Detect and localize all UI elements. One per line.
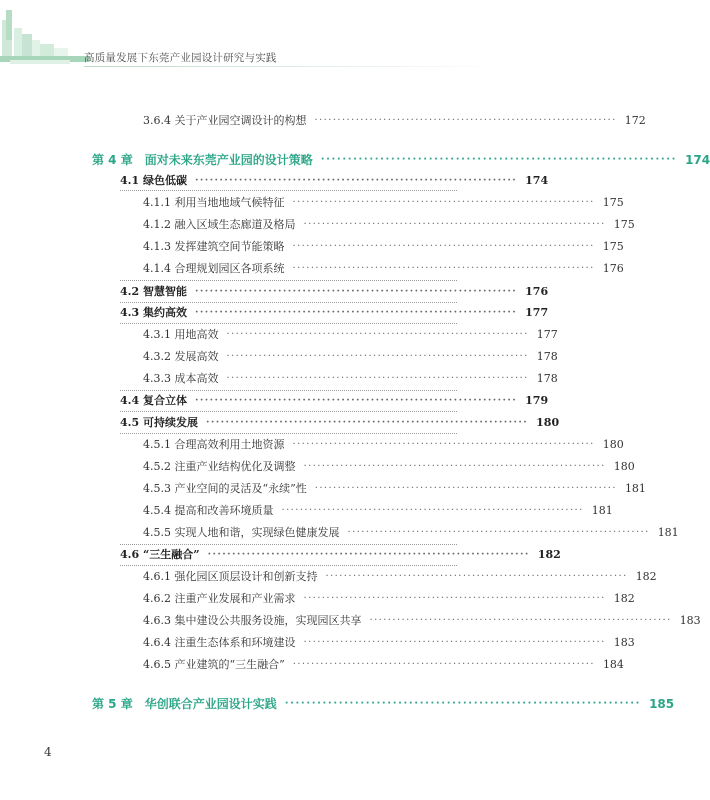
chapter-title: 华创联合产业园设计实践: [144, 697, 277, 711]
leader-dots: ··································································: [205, 417, 529, 428]
leader-dots: ··································································: [292, 263, 595, 274]
toc-entry-page: 178: [536, 350, 558, 363]
toc-section[interactable]: [120, 284, 549, 300]
leader-dots: ··································································: [292, 659, 595, 670]
toc-entry-label: 4.1.2 融入区域生态廊道及格局: [143, 218, 296, 231]
toc-entry-page: 172: [624, 114, 646, 127]
toc-entry-label: 4.1.3 发挥建筑空间节能策略: [143, 240, 285, 253]
toc-entry-label: 4.6 “三生融合”: [120, 548, 200, 561]
section-rule: [120, 411, 457, 413]
toc-entry[interactable]: [143, 437, 624, 453]
toc-entry-label: 4.6.1 强化园区顶层设计和创新支持: [143, 570, 318, 583]
toc-entry-label: 4.6.4 注重生态体系和环境建设: [143, 636, 296, 649]
toc-section[interactable]: [120, 393, 549, 409]
leader-dots: ··································································: [194, 175, 518, 186]
toc-entry[interactable]: [143, 635, 635, 651]
toc-entry[interactable]: [143, 481, 646, 497]
toc-entry-label: 4.3.1 用地高效: [143, 328, 219, 341]
toc-entry-page: 182: [635, 570, 657, 583]
toc-entry-page: 175: [613, 218, 635, 231]
leader-dots: ··································································: [284, 698, 642, 709]
leader-dots: ··································································: [292, 439, 595, 450]
section-rule: [120, 190, 457, 192]
toc-entry[interactable]: [143, 569, 657, 585]
toc-entry-label: 4.5.2 注重产业结构优化及调整: [143, 460, 296, 473]
leader-dots: ··································································: [226, 373, 529, 384]
page-header: [0, 0, 571, 70]
toc-entry-page: 176: [602, 262, 624, 275]
toc-entry-page: 177: [525, 306, 549, 319]
toc-entry-label: 3.6.4 关于产业园空调设计的构想: [143, 114, 307, 127]
toc-entry[interactable]: [143, 239, 624, 255]
chapter-page: 174: [685, 153, 710, 167]
toc-entry[interactable]: [143, 349, 558, 365]
toc-entry[interactable]: [143, 195, 624, 211]
toc-entry-page: 179: [525, 394, 549, 407]
leader-dots: ··································································: [314, 483, 617, 494]
toc-entry-label: 4.1.1 利用当地地域气候特征: [143, 196, 285, 209]
section-rule: [120, 433, 457, 435]
leader-dots: ··································································: [325, 571, 628, 582]
leader-dots: ··································································: [303, 461, 606, 472]
chapter-5-heading[interactable]: [92, 696, 675, 712]
book-title: 高质量发展下东莞产业园设计研究与实践: [84, 52, 277, 64]
toc-entry[interactable]: [143, 591, 635, 607]
toc-entry[interactable]: [143, 459, 635, 475]
toc-entry-page: 183: [679, 614, 701, 627]
toc-entry-label: 4.1 绿色低碳: [120, 174, 187, 187]
toc-entry-label: 4.2 智慧智能: [120, 285, 187, 298]
toc-entry-label: 4.4 复合立体: [120, 394, 187, 407]
toc-entry[interactable]: [143, 261, 624, 277]
leader-dots: ··································································: [194, 307, 518, 318]
toc-entry[interactable]: [143, 217, 635, 233]
toc-entry-label: 4.5 可持续发展: [120, 416, 198, 429]
toc-entry-page: 184: [602, 658, 624, 671]
leader-dots: ··································································: [320, 154, 678, 165]
toc-entry[interactable]: [143, 525, 679, 541]
leader-dots: ··································································: [347, 527, 650, 538]
chapter-number: 第 5 章: [92, 697, 133, 711]
leader-dots: ··································································: [194, 286, 518, 297]
toc-entry-page: 183: [613, 636, 635, 649]
section-rule: [120, 544, 457, 546]
toc-entry-label: 4.5.1 合理高效利用土地资源: [143, 438, 285, 451]
toc-entry[interactable]: [143, 113, 646, 129]
toc-entry-label: 4.5.4 提高和改善环境质量: [143, 504, 274, 517]
toc-section[interactable]: [120, 547, 561, 563]
toc-entry-page: 182: [613, 592, 635, 605]
toc-section[interactable]: [120, 305, 549, 321]
toc-entry[interactable]: [143, 327, 558, 343]
chapter-title: 面对未来东莞产业园的设计策略: [144, 153, 313, 167]
toc-entry[interactable]: [143, 371, 558, 387]
toc-entry-page: 178: [536, 372, 558, 385]
toc-entry-page: 176: [525, 285, 549, 298]
leader-dots: ··································································: [369, 615, 672, 626]
toc-entry-page: 177: [536, 328, 558, 341]
toc-entry-label: 4.3.2 发展高效: [143, 350, 219, 363]
leader-dots: ··································································: [226, 329, 529, 340]
section-rule: [120, 390, 457, 392]
toc-entry-label: 4.6.2 注重产业发展和产业需求: [143, 592, 296, 605]
toc-entry-page: 174: [525, 174, 549, 187]
toc-entry-label: 4.6.5 产业建筑的“三生融合”: [143, 658, 285, 671]
toc-entry-label: 4.3 集约高效: [120, 306, 187, 319]
chapter-number: 第 4 章: [92, 153, 133, 167]
section-rule: [120, 280, 457, 282]
toc-entry-page: 180: [602, 438, 624, 451]
leader-dots: ··································································: [314, 115, 617, 126]
toc-entry-label: 4.5.5 实现人地和谐，实现绿色健康发展: [143, 526, 340, 539]
leader-dots: ··································································: [292, 241, 595, 252]
toc-entry-page: 175: [602, 240, 624, 253]
toc-entry[interactable]: [143, 503, 613, 519]
toc-entry[interactable]: [143, 657, 624, 673]
toc-entry-page: 181: [624, 482, 646, 495]
leader-dots: ··································································: [303, 593, 606, 604]
leader-dots: ··································································: [194, 395, 518, 406]
leader-dots: ··································································: [281, 505, 584, 516]
leader-dots: ··································································: [292, 197, 595, 208]
leader-dots: ··································································: [303, 637, 606, 648]
leader-dots: ··································································: [207, 549, 530, 560]
leader-dots: ··································································: [303, 219, 606, 230]
toc-entry-page: 181: [657, 526, 679, 539]
toc-entry[interactable]: [143, 613, 701, 629]
toc-entry-page: 181: [591, 504, 613, 517]
toc-entry-label: 4.3.3 成本高效: [143, 372, 219, 385]
toc-entry-page: 180: [536, 416, 560, 429]
toc-entry-page: 180: [613, 460, 635, 473]
toc-entry-page: 175: [602, 196, 624, 209]
toc-entry-label: 4.1.4 合理规划园区各项系统: [143, 262, 285, 275]
header-rule: [84, 66, 504, 67]
toc-entry-page: 182: [537, 548, 561, 561]
chapter-page: 185: [649, 697, 675, 711]
toc-section[interactable]: [120, 173, 549, 189]
toc-entry-label: 4.6.3 集中建设公共服务设施，实现园区共享: [143, 614, 362, 627]
toc-entry-label: 4.5.3 产业空间的灵活及“永续”性: [143, 482, 307, 495]
leader-dots: ··································································: [226, 351, 529, 362]
section-rule: [120, 565, 457, 567]
section-rule: [120, 302, 457, 304]
section-rule: [120, 323, 457, 325]
page-number: 4: [44, 745, 52, 759]
chapter-4-heading[interactable]: [92, 152, 710, 168]
toc-section[interactable]: [120, 415, 560, 431]
